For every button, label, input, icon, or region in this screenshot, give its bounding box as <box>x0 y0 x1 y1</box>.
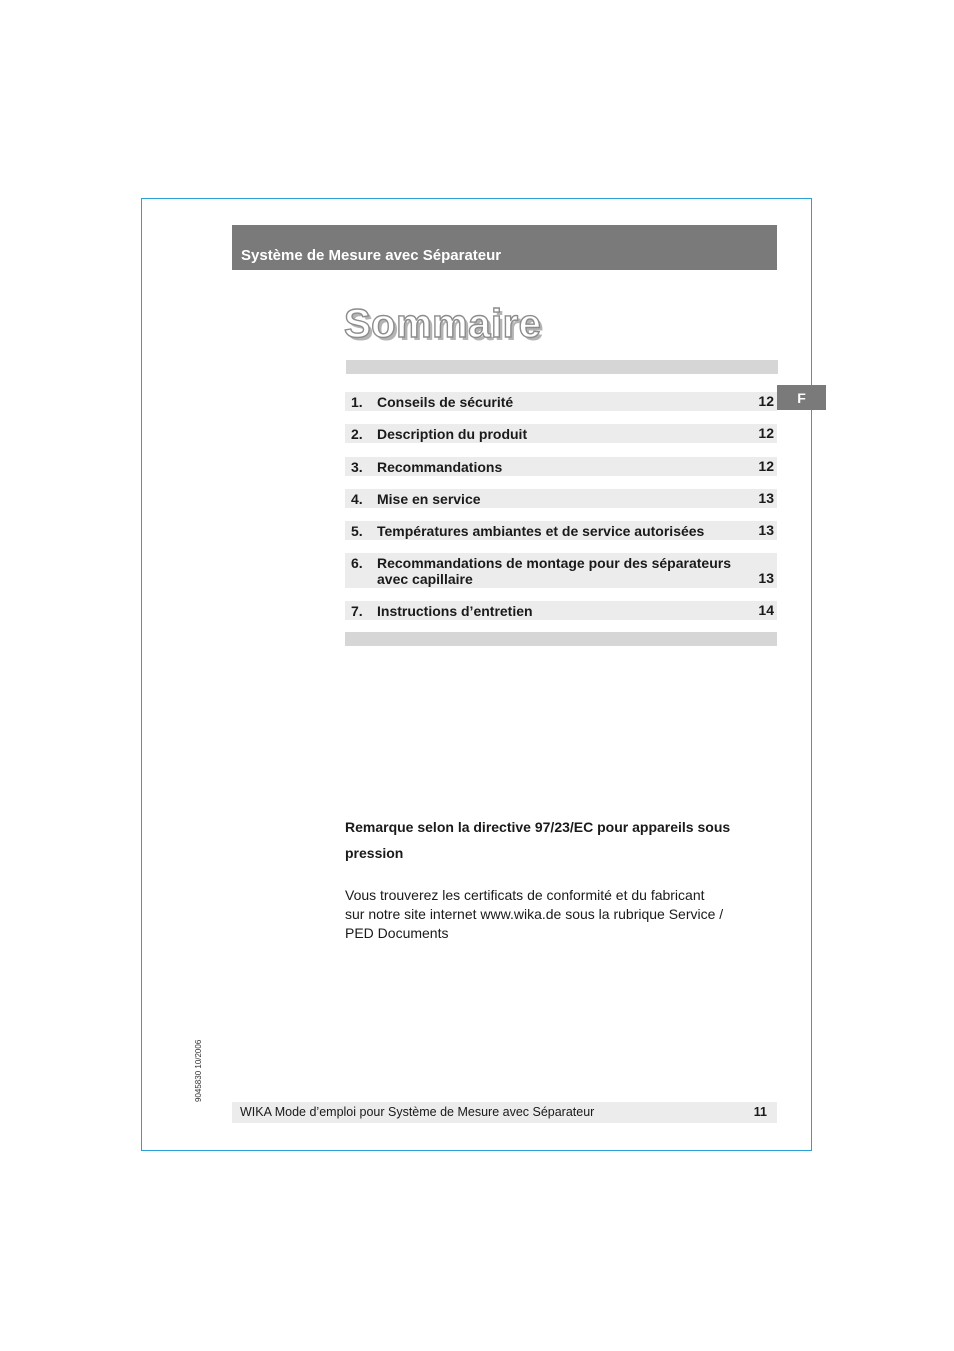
note-heading: Remarque selon la directive 97/23/EC pour appareils sous pression <box>345 819 731 861</box>
toc-item-5[interactable] <box>345 521 777 540</box>
toc-title: Description du produit <box>377 426 528 442</box>
toc-page: 13 <box>758 570 774 586</box>
toc-page: 12 <box>758 393 774 409</box>
toc-number: 7. <box>351 603 363 619</box>
toc-page: 13 <box>758 490 774 506</box>
toc-number: 3. <box>351 459 363 475</box>
footer-text: WIKA Mode d’emploi pour Système de Mesure avec Séparateur <box>240 1105 595 1119</box>
toc-page: 14 <box>758 602 774 618</box>
toc-item-4[interactable] <box>345 489 777 508</box>
note-line: Vous trouverez les certificats de conformité et du fabricant <box>345 887 705 903</box>
toc-page: 13 <box>758 522 774 538</box>
header-title: Système de Mesure avec Séparateur <box>241 247 502 264</box>
note-body <box>345 886 765 943</box>
toc-page: 12 <box>758 458 774 474</box>
toc-title: Mise en service <box>377 491 481 507</box>
toc-item-7[interactable] <box>345 601 777 620</box>
toc-item-3[interactable] <box>345 457 777 476</box>
toc-title: Recommandations de montage pour des séparateurs avec capillaire <box>377 555 731 587</box>
toc-number: 1. <box>351 394 363 410</box>
note-line: sur notre site internet www.wika.de sous la rubrique Service / <box>345 906 724 922</box>
toc-item-6[interactable] <box>345 553 777 588</box>
toc-number: 5. <box>351 523 363 539</box>
document-code: 9045830 10/2006 <box>194 1039 203 1102</box>
toc-item-2[interactable] <box>345 424 777 443</box>
toc-title: Conseils de sécurité <box>377 394 514 410</box>
footer-page-number: 11 <box>753 1105 767 1119</box>
toc-number: 6. <box>351 555 363 571</box>
toc-number: 4. <box>351 491 363 507</box>
page-title: Sommaire <box>344 302 542 346</box>
toc-title: Températures ambiantes et de service autorisées <box>377 523 705 539</box>
toc-top-rule <box>346 360 778 374</box>
toc-page: 12 <box>758 425 774 441</box>
header-bar <box>232 225 777 270</box>
language-tab[interactable]: F <box>777 385 826 410</box>
toc-title: Recommandations <box>377 459 503 475</box>
footer-bar <box>232 1102 777 1123</box>
toc-bottom-rule <box>345 632 777 646</box>
toc-number: 2. <box>351 426 363 442</box>
toc-title: Instructions d’entretien <box>377 603 533 619</box>
toc-item-1[interactable] <box>345 392 777 411</box>
note-line: PED Documents <box>345 925 449 941</box>
